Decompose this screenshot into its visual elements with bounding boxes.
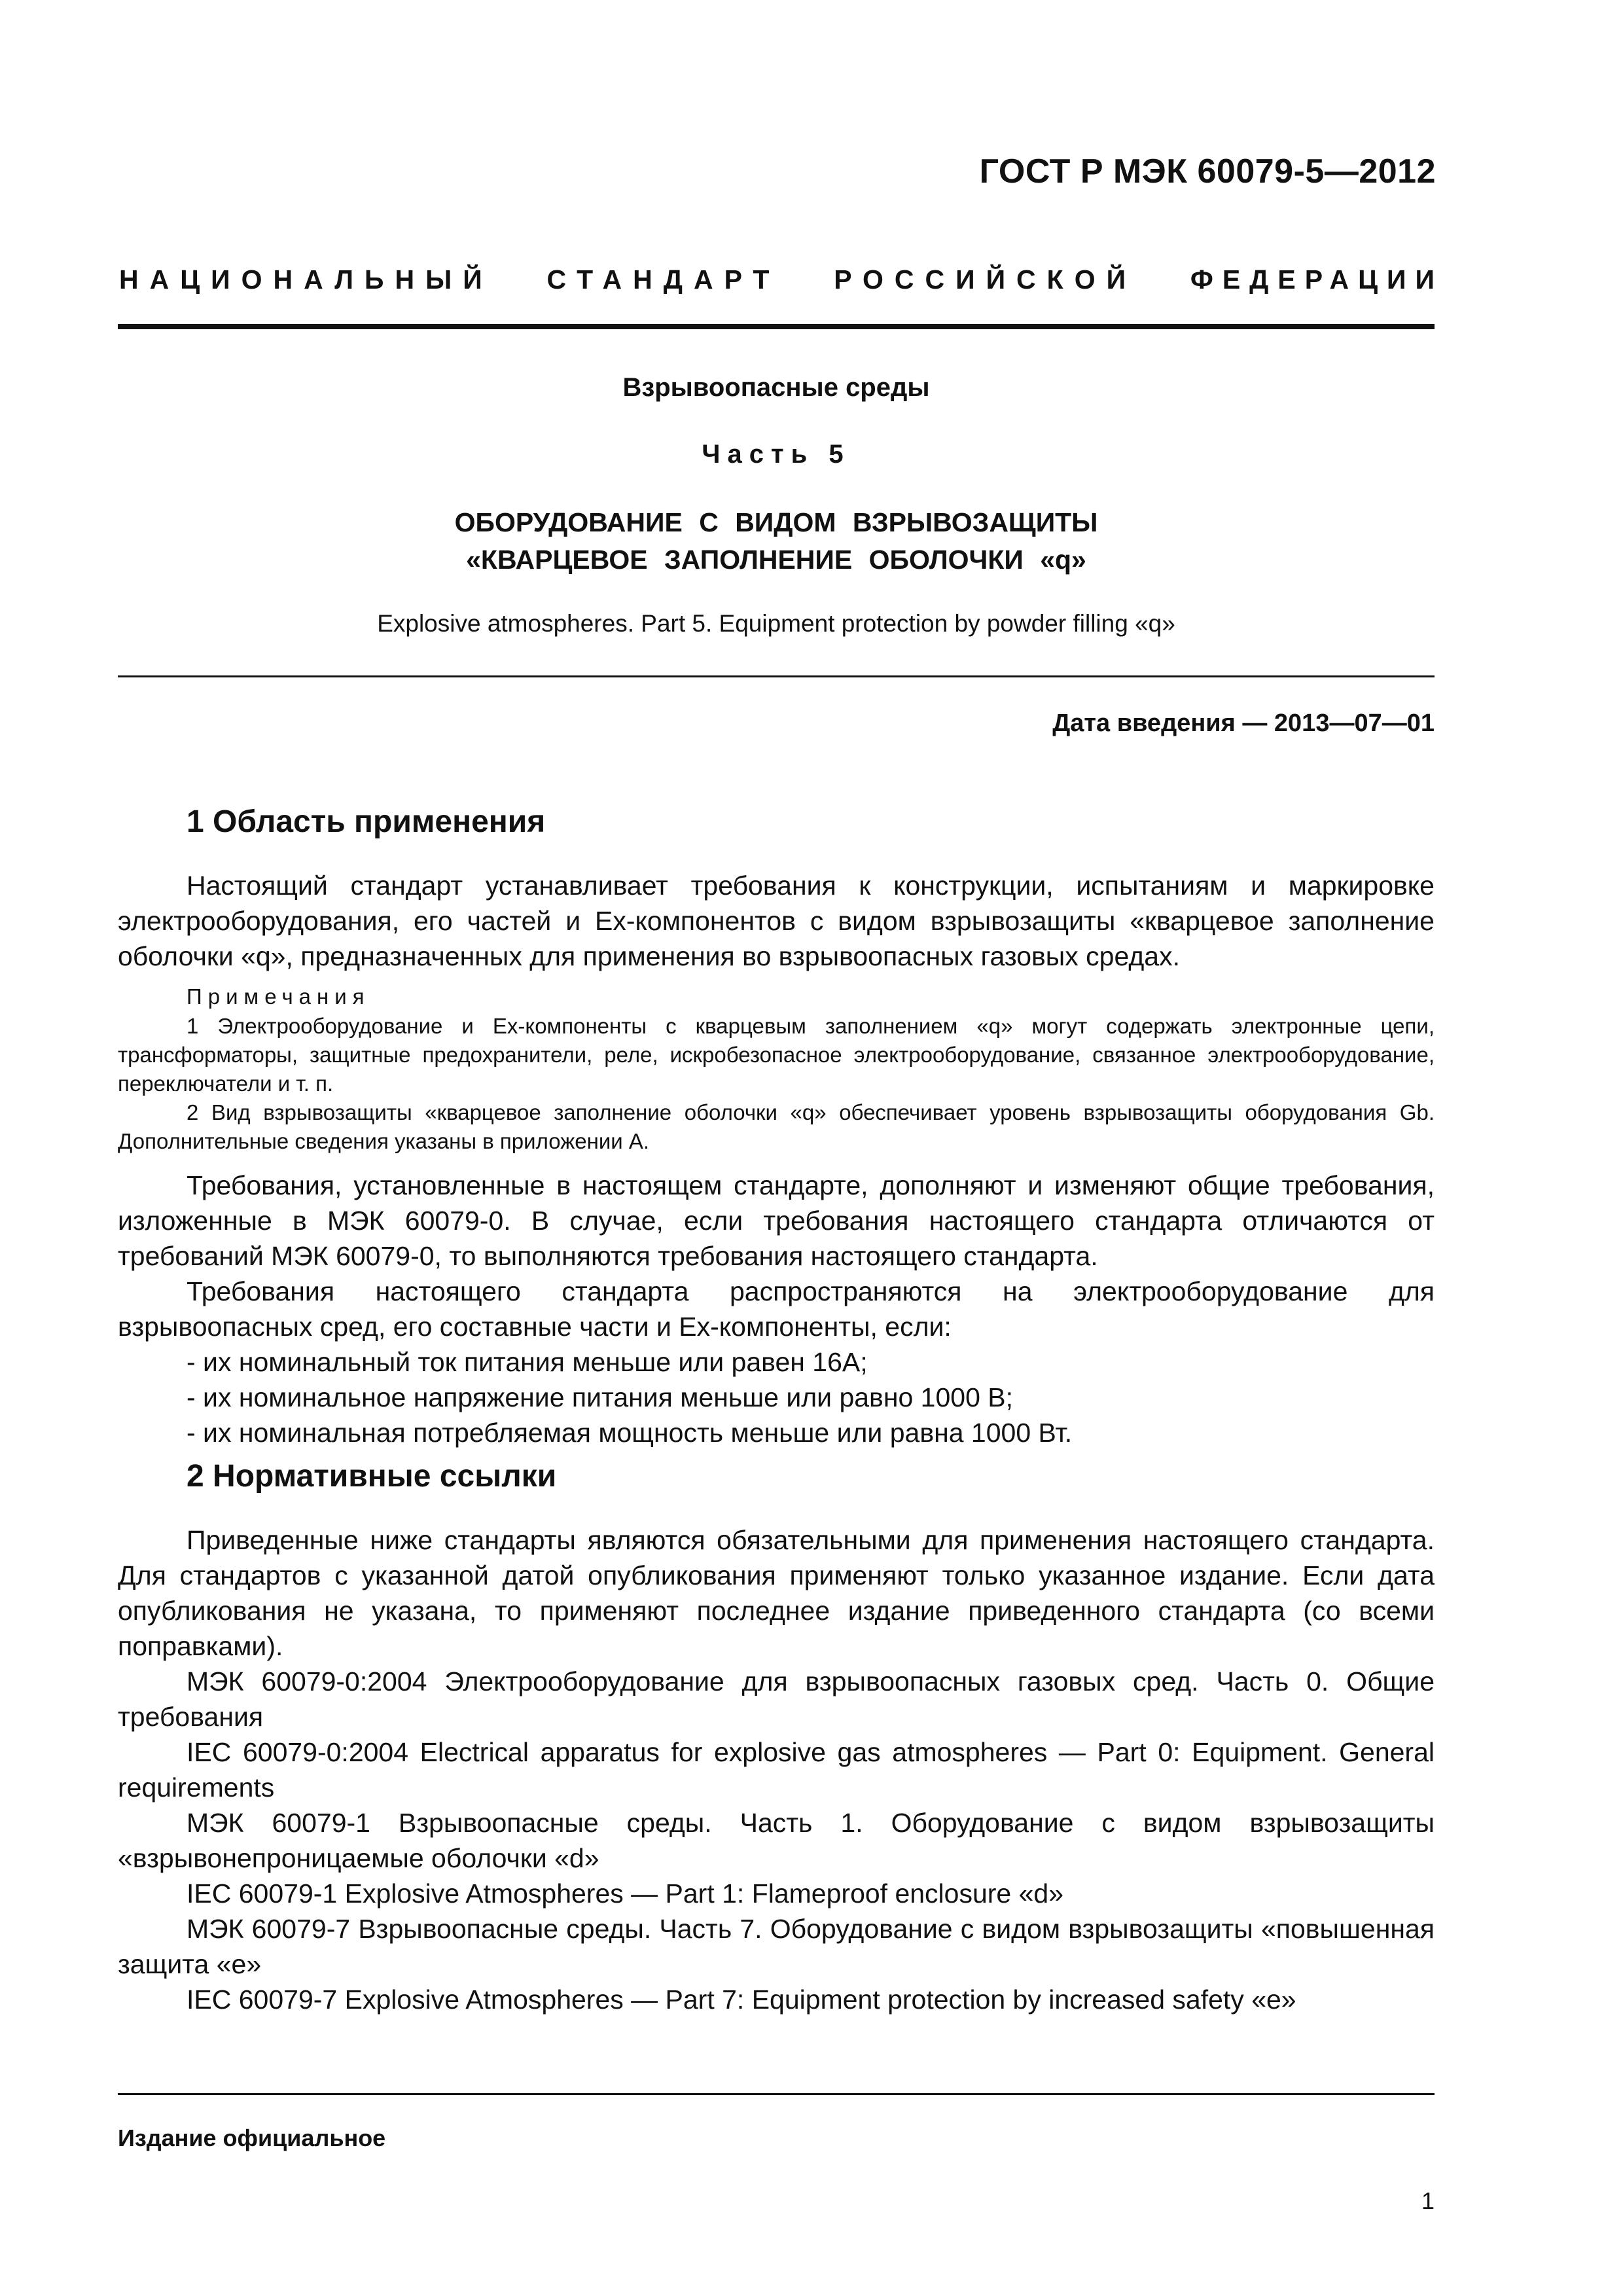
main-title-line2: «КВАРЦЕВОЕ ЗАПОЛНЕНИЕ ОБОЛОЧКИ «q» (466, 545, 1086, 575)
banner-word: НАЦИОНАЛЬНЫЙ (119, 264, 493, 295)
standard-code: ГОСТ Р МЭК 60079-5—2012 (979, 152, 1436, 190)
page-number: 1 (1421, 2187, 1435, 2214)
list-item: - их номинальное напряжение питания меньше или равно 1000 В; (187, 1382, 1014, 1412)
note: 1 Электрооборудование и Ex-компоненты с кварцевым заполнением «q» могут содержать электронные цепи, трансформаторы, защитные предохранители, реле, искробезопасное электрооборудование, связанное электрооборудование, переключатели и т. п. (118, 1014, 1435, 1096)
paragraph: Настоящий стандарт устанавливает требования к конструкции, испытаниям и маркировке электрооборудования, его частей и Ex-компонентов с видом взрывозащиты «кварцевое заполнение оболочки «q», предназначенных для применения во взрывоопасных газовых средах. (118, 870, 1435, 971)
reference-entry: МЭК 60079-7 Взрывоопасные среды. Часть 7. Оборудование с видом взрывозащиты «повышенная защита «е» (118, 1914, 1435, 1979)
national-standard-banner (119, 264, 1444, 295)
footer-divider (118, 2093, 1435, 2095)
official-edition-label: Издание официальное (118, 2125, 386, 2151)
main-title-line1: ОБОРУДОВАНИЕ С ВИДОМ ВЗРЫВОЗАЩИТЫ (454, 507, 1098, 537)
header-divider (118, 324, 1435, 329)
title-divider (118, 675, 1435, 677)
list-item: - их номинальная потребляемая мощность меньше или равна 1000 Вт. (187, 1418, 1073, 1448)
paragraph: Требования настоящего стандарта распространяются на электрооборудование для взрывоопасных сред, его составные части и Ex-компоненты, если: (118, 1276, 1435, 1342)
section-2-heading: 2 Нормативные ссылки (187, 1459, 557, 1494)
paragraph: Приведенные ниже стандарты являются обязательными для применения настоящего стандарта. Для стандартов с указанной датой опубликования применяют только указанное издание. Если дата опубликования не указана, то применяют последнее издание приведенного стандарта (со всеми поправками). (118, 1525, 1435, 1661)
reference-entry: МЭК 60079-1 Взрывоопасные среды. Часть 1. Оборудование с видом взрывозащиты «взрывонепроницаемые оболочки «d» (118, 1808, 1435, 1873)
subject-title: Взрывоопасные среды (622, 373, 930, 402)
reference-entry: IEC 60079-1 Explosive Atmospheres — Part 1: Flameproof enclosure «d» (187, 1878, 1064, 1909)
paragraph: Требования, установленные в настоящем стандарте, дополняют и изменяют общие требования, изложенные в МЭК 60079-0. В случае, если требования настоящего стандарта отличаются от требований МЭК 60079-0, то выполняются требования настоящего стандарта. (118, 1170, 1435, 1271)
introduction-date: Дата введения — 2013—07—01 (1052, 709, 1435, 737)
section-1-heading: 1 Область применения (187, 804, 546, 839)
part-title: Часть 5 (702, 440, 851, 469)
section-2-body (118, 1522, 1435, 2017)
reference-entry: МЭК 60079-0:2004 Электрооборудование для взрывоопасных газовых сред. Часть 0. Общие требования (118, 1666, 1435, 1732)
banner-word: РОССИЙСКОЙ (834, 264, 1137, 295)
notes-heading: Примечания (187, 984, 370, 1009)
note: 2 Вид взрывозащиты «кварцевое заполнение оболочки «q» обеспечивает уровень взрывозащиты оборудования Gb. Дополнительные сведения указаны в приложении А. (118, 1100, 1435, 1153)
list-item: - их номинальный ток питания меньше или равен 16А; (187, 1347, 868, 1377)
reference-entry: IEC 60079-0:2004 Electrical apparatus for explosive gas atmospheres — Part 0: Equipment. General requirements (118, 1737, 1435, 1803)
banner-word: СТАНДАРТ (546, 264, 781, 295)
reference-entry: IEC 60079-7 Explosive Atmospheres — Part 7: Equipment protection by increased safety «e» (187, 1984, 1296, 2015)
banner-word: ФЕДЕРАЦИИ (1190, 264, 1444, 295)
section-1-body (118, 868, 1435, 1450)
english-title: Explosive atmospheres. Part 5. Equipment protection by powder filling «q» (377, 610, 1175, 637)
